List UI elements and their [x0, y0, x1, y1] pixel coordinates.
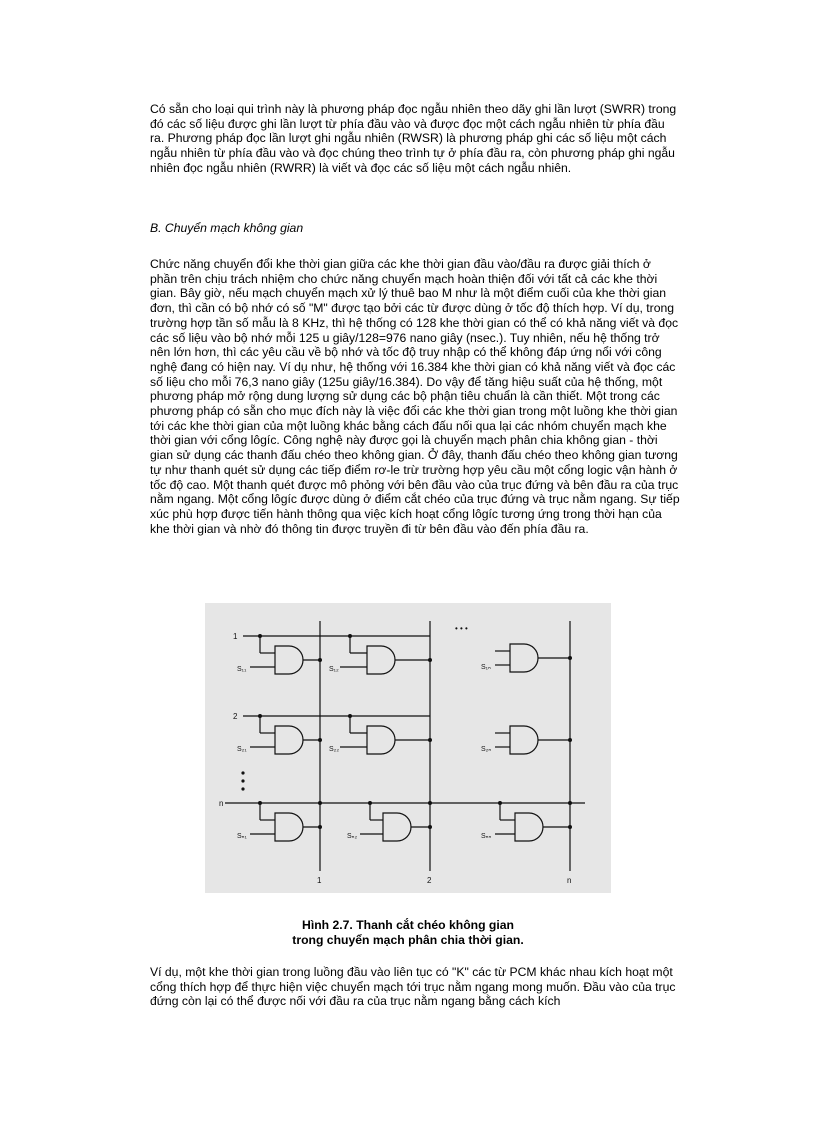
- and-gate-r1c1: [250, 636, 320, 674]
- paragraph-space-switching: Chức năng chuyển đổi khe thời gian giữa các khe thời gian đầu vào/đầu ra được giải thích ở phần trên chịu trách nhiệm cho chức năng chuyển mạch hoàn thiện đối với tất cả các khe thời gian. Bây giờ, nếu mạch chuyển mạch xử lý thuê bao M như là một điểm cuối của khe thời gian đơn, thì cần có bộ nhớ có số "M" được tạo bởi các từ được dùng ở tốc độ thích hợp. Ví dụ, trong trường hợp tần số mẫu là 8 KHz, thì hệ thống có 128 khe thời gian có thể có khả năng viết và đọc các số liệu vào bộ nhớ mỗi 125 u giây/128=976 nano giây (nsec.). Tuy nhiên, nếu hệ thống trở nên lớn hơn, thì các yêu cầu về bộ nhớ và tốc độ truy nhập có thể không đáp ứng nổi với công nghệ đang có hiện nay. Ví dụ như, hệ thống với 16.384 khe thời gian có khả năng viết và đọc các số liệu cho mỗi 76,3 nano giây (125u giây/16.384). Do vậy để tăng hiệu suất của hệ thống, một phương pháp mở rộng dung lượng sử dụng các bộ phận tiêu chuẩn là cần thiết. Một trong các phương pháp có sẵn cho mục đích này là việc đổi các khe thời gian trong một luồng khe thời gian tới các khe thời gian của một luồng khác bằng cách đấu nối qua lại các nhóm chuyển mạch khe thời gian với cổng lôgíc. Công nghệ này được gọi là chuyển mạch phân chia không gian - thời gian sử dụng các thanh đấu chéo theo không gian. Ở đây, thanh đấu chéo theo không gian tương tự như thanh quét sử dụng các tiếp điểm rơ-le trừ trường hợp yêu cầu một cổng logic vận hành ở tốc độ cao. Một thanh quét được mô phỏng với bên đầu vào của trục đứng và bên đầu ra của trục nằm ngang. Một cổng lôgíc được dùng ở điểm cắt chéo của trục đứng và trục nằm ngang. Sự tiếp xúc phù hợp được tiến hành thông qua việc kích hoạt cổng lôgíc tương ứng trong thời hạn của khe thời gian và nhờ đó thông tin được truyền đi từ bên đầu vào đến phía đầu ra.: [150, 257, 680, 536]
- gate-label-s2n: S₂ₙ: [481, 746, 492, 753]
- and-gate-r2c2: [340, 716, 430, 754]
- and-gate-r3c1: [250, 803, 320, 841]
- gate-label-s21: S₂₁: [237, 746, 247, 753]
- row-label-n: n: [219, 799, 224, 808]
- col-label-1: 1: [317, 876, 322, 885]
- gate-label-s1n: S₁ₙ: [481, 664, 491, 671]
- crossbar-diagram: [205, 603, 611, 893]
- gate-label-s11: S₁₁: [237, 666, 247, 673]
- gate-label-sn2: Sₙ₂: [347, 833, 358, 840]
- col-label-2: 2: [427, 876, 432, 885]
- and-gate-r1c3: [495, 644, 570, 672]
- figure-caption-line-2: trong chuyển mạch phân chia thời gian.: [292, 933, 524, 947]
- and-gate-r2c3: [495, 726, 570, 754]
- section-heading-space-switching: B. Chuyển mạch không gian: [150, 221, 304, 235]
- and-gate-r1c2: [340, 636, 430, 674]
- gate-label-sn1: Sₙ₁: [237, 833, 247, 840]
- paragraph-example-pcm: Ví dụ, một khe thời gian trong luồng đầu vào liên tục có "K" các từ PCM khác nhau kích hoạt một cổng thích hợp để thực hiện việc chuyển mạch tới trục nằm ngang mong muốn. Đầu vào của trục đứng còn lại có thể được nối với đầu ra của trục nằm ngang bằng cách kích: [150, 965, 676, 1009]
- row-label-1: 1: [233, 632, 238, 641]
- horizontal-ellipsis: • • •: [455, 624, 468, 633]
- and-gate-r3c2: [360, 803, 430, 841]
- and-gate-r2c1: [250, 716, 320, 754]
- figure-caption-line-1: Hình 2.7. Thanh cắt chéo không gian: [302, 918, 514, 932]
- and-gate-r3c3: [495, 803, 570, 841]
- row-label-2: 2: [233, 712, 238, 721]
- crossbar-figure: [205, 603, 611, 893]
- gate-label-s12: S₁₂: [329, 666, 339, 673]
- gate-label-snn: Sₙₙ: [481, 833, 492, 840]
- paragraph-random-read-methods: Có sẵn cho loại qui trình này là phương pháp đọc ngẫu nhiên theo dãy ghi lần lượt (SWRR) trong đó các số liệu được ghi lần lượt từ phía đầu vào và được đọc một cách ngẫu nhiên từ phía đầu ra. Phương pháp đọc lần lượt ghi ngẫu nhiên (RWSR) là phương pháp ghi các số liệu một cách ngẫu nhiên từ phía đầu vào và đọc chúng theo trình tự ở phía đầu ra, còn phương pháp ghi ngẫu nhiên đọc ngẫu nhiên (RWRR) là viết và đọc các số liệu một cách ngẫu nhiên.: [150, 102, 677, 175]
- gate-label-s22: S₂₂: [329, 746, 340, 753]
- col-label-n: n: [567, 876, 572, 885]
